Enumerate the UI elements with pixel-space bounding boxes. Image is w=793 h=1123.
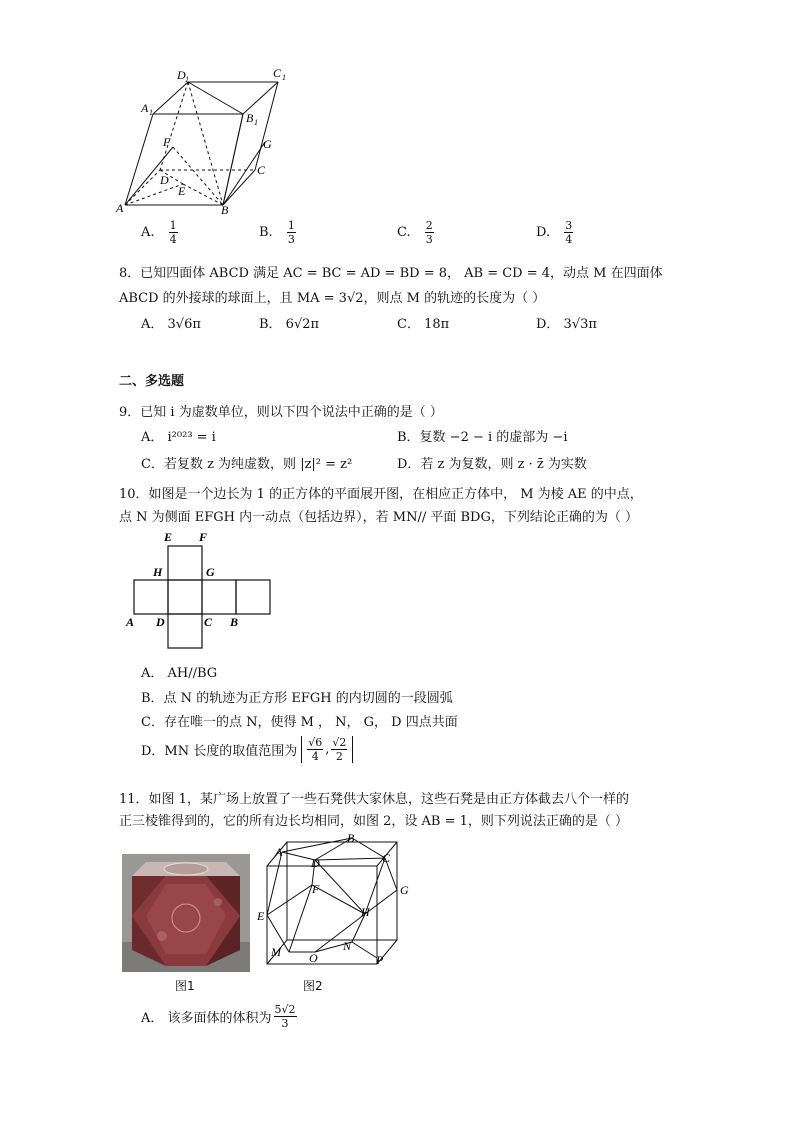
- q10-net-label-f: F: [199, 530, 208, 544]
- q7-label-g: G: [263, 137, 272, 151]
- q7-option-b[interactable]: [259, 220, 296, 245]
- q9-option-d[interactable]: D．若 z 为复数，则 z · z̄ 为实数: [397, 457, 587, 472]
- q10-option-c[interactable]: C．存在唯一的点 N，使得 M ， N， G， D 四点共面: [141, 715, 458, 730]
- q7-option-d-num: 3: [565, 219, 573, 232]
- q11-fig1-caption: 图1: [175, 979, 195, 993]
- q7-option-c[interactable]: [397, 220, 434, 245]
- q11-fig2-label-f: F: [312, 882, 320, 896]
- q10-range-bracket: $\frac{√6}{4}$ , $\frac{√2}{2}$: [301, 736, 353, 763]
- q7-label-a1: A: [141, 101, 149, 115]
- q8-option-d[interactable]: D． 3√3π: [536, 317, 597, 332]
- q7-figure: [115, 62, 300, 217]
- q8-stem-line2: ABCD 的外接球的球面上，且 MA = 3√2，则点 M 的轨迹的长度为（ ）: [119, 291, 546, 306]
- q11-fig2-label-a: A: [275, 845, 283, 859]
- q10-stem-line2: 点 N 为侧面 EFGH 内一动点（包括边界），若 MN// 平面 BDG，下列结论正确的为（ ）: [119, 510, 638, 525]
- q7-label-d1: D: [177, 68, 186, 82]
- q7-option-a-den: 4: [169, 233, 177, 246]
- q7-option-d[interactable]: [536, 220, 573, 245]
- q7-option-d-den: 4: [565, 233, 573, 246]
- q11-option-a-num: 5√2: [274, 1003, 296, 1016]
- q7-label-b1-sub: 1: [254, 118, 258, 127]
- q11-fig2-label-h: H: [361, 905, 370, 919]
- q7-option-c-num: 2: [425, 219, 433, 232]
- q7-label-e: E: [178, 184, 186, 198]
- q11-fig2-label-m: M: [271, 945, 281, 959]
- q11-stem-line1: 11．如图 1，某广场上放置了一些石凳供大家休息，这些石凳是由正方体截去八个一样的: [119, 792, 629, 807]
- q9-option-c[interactable]: C．若复数 z 为纯虚数，则 |z|² = z²: [141, 457, 353, 472]
- q10-range-hi-den: 2: [335, 750, 343, 763]
- q7-option-b-den: 3: [287, 233, 295, 246]
- q11-figure2-diagram: [257, 830, 417, 972]
- q7-label-a1-sub: 1: [149, 108, 153, 117]
- q11-fig2-label-b: B: [347, 831, 355, 845]
- q10-option-b[interactable]: B．点 N 的轨迹为正方形 EFGH 的内切圆的一段圆弧: [141, 691, 453, 706]
- q9-stem: 9．已知 i 为虚数单位，则以下四个说法中正确的是（ ）: [119, 405, 443, 420]
- q10-net-label-g: G: [206, 565, 215, 579]
- q7-label-c: C: [257, 163, 266, 177]
- q7-label-c1: C: [273, 66, 282, 80]
- q11-option-a[interactable]: [141, 1004, 297, 1029]
- q10-range-lo-den: 4: [311, 750, 319, 763]
- q7-option-d-letter: D.: [536, 225, 551, 240]
- q7-option-a[interactable]: [141, 220, 178, 245]
- q9-option-b[interactable]: B．复数 −2 − i 的虚部为 −i: [397, 430, 568, 445]
- q7-label-b1: B: [246, 111, 254, 125]
- q10-stem-line1: 10．如图是一个边长为 1 的正方体的平面展开图，在相应正方体中， M 为棱 AE 的中点，: [119, 487, 643, 502]
- q7-label-b: B: [221, 203, 229, 217]
- q11-fig2-label-c: C: [382, 851, 391, 865]
- q9-option-a[interactable]: A． i²⁰²³ = i: [141, 430, 216, 445]
- q7-option-a-num: 1: [169, 219, 177, 232]
- q11-stem-line2: 正三棱锥得到的，它的所有边长均相同，如图 2，设 AB = 1，则下列说法正确的是（ ）: [119, 814, 629, 829]
- q10-net-label-h: H: [153, 565, 163, 579]
- q8-option-c[interactable]: C． 18π: [397, 317, 450, 332]
- q10-option-d-text: D．MN 长度的取值范围为: [141, 744, 298, 759]
- q11-fig2-label-d: D: [311, 856, 320, 870]
- q10-net-label-c: C: [204, 615, 213, 629]
- section-heading: 二、多选题: [119, 374, 185, 389]
- q11-option-a-text: A． 该多面体的体积为: [141, 1011, 272, 1026]
- q11-fig2-caption: 图2: [303, 979, 323, 993]
- q7-option-a-letter: A.: [141, 225, 155, 240]
- q7-option-c-letter: C.: [397, 225, 411, 240]
- q7-label-f: F: [163, 135, 171, 149]
- q11-fig2-label-n: N: [343, 939, 352, 953]
- q7-label-d1-sub: 1: [185, 75, 189, 84]
- q7-label-d: D: [160, 173, 169, 187]
- q11-fig2-label-o: O: [309, 951, 318, 965]
- q7-option-b-letter: B.: [259, 225, 273, 240]
- q10-range-lo-num: √6: [308, 736, 323, 749]
- q7-option-c-den: 3: [425, 233, 433, 246]
- q11-option-a-den: 3: [281, 1017, 289, 1030]
- q8-option-a[interactable]: A． 3√6π: [141, 317, 201, 332]
- q10-option-a[interactable]: A． AH//BG: [141, 666, 218, 681]
- q10-net-label-b: B: [230, 615, 239, 629]
- q10-net-label-d: D: [156, 615, 165, 629]
- q7-label-a: A: [116, 201, 124, 215]
- q10-net-label-e: E: [164, 530, 173, 544]
- q11-fig2-label-e: E: [257, 909, 265, 923]
- q10-cube-net: [120, 528, 280, 653]
- q7-option-b-num: 1: [287, 219, 295, 232]
- q10-range-hi-num: √2: [332, 736, 347, 749]
- q10-net-label-a: A: [126, 615, 135, 629]
- q8-option-b[interactable]: B． 6√2π: [259, 317, 320, 332]
- q8-stem-line1: 8．已知四面体 ABCD 满足 AC = BC = AD = BD = 8， AB = CD = 4，动点 M 在四面体: [119, 266, 663, 281]
- q7-label-c1-sub: 1: [282, 73, 286, 82]
- q11-fig2-label-p: P: [376, 953, 384, 967]
- q10-option-d[interactable]: [141, 736, 353, 763]
- q11-figure1-photo: [122, 854, 250, 972]
- q11-fig2-label-g: G: [400, 883, 409, 897]
